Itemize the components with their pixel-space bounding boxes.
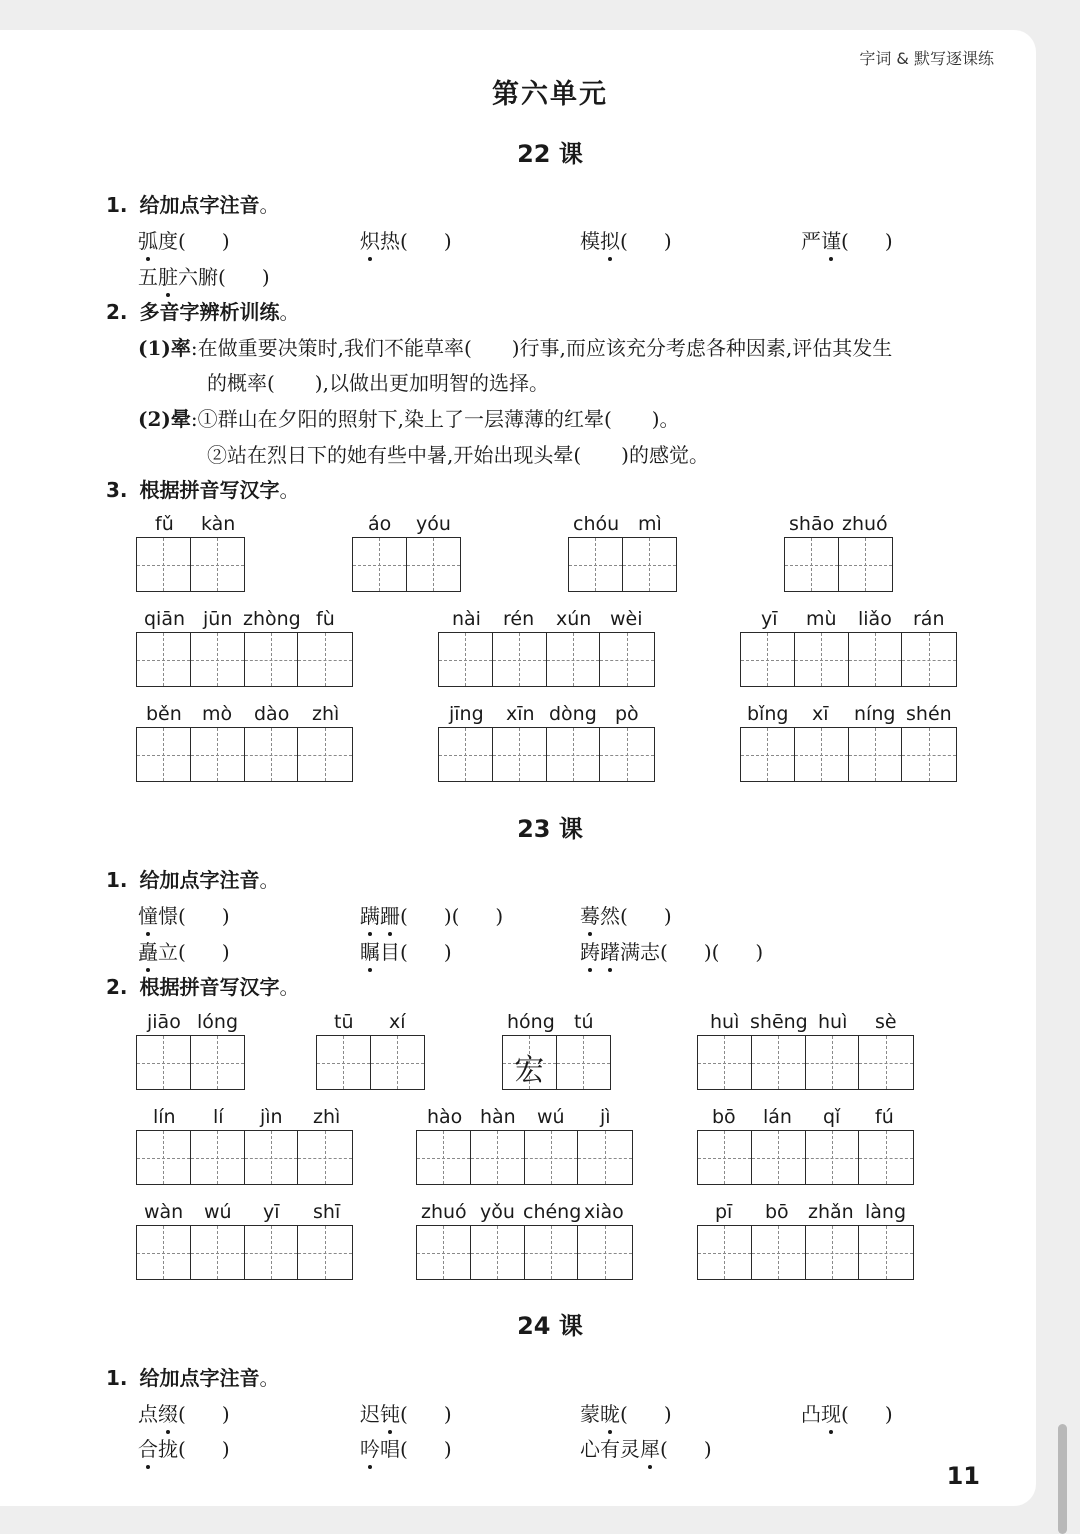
writing-grid[interactable] (136, 632, 353, 687)
pinyin-label: zhuó (842, 513, 888, 535)
l22-q1-item-2: 炽热( ) (360, 225, 452, 254)
writing-grid[interactable] (136, 1225, 353, 1280)
writing-grid[interactable] (316, 1035, 425, 1090)
pinyin-label: chéng (523, 1201, 582, 1223)
pinyin-label: yī (761, 608, 778, 630)
l23-q1-item-4: 矗立( ) (138, 936, 230, 965)
pinyin-label: qǐ (823, 1106, 841, 1128)
pinyin-label: qiān (144, 608, 186, 630)
writing-grid[interactable] (136, 537, 245, 592)
pinyin-label: lóng (197, 1011, 239, 1033)
pinyin-label: áo (368, 513, 392, 535)
l24-q1-item-6: 吟唱( ) (360, 1433, 452, 1462)
pinyin-label: sè (875, 1011, 897, 1033)
l23-q1-item-6: 踌躇满志( )( ) (580, 936, 763, 965)
pinyin-label: mì (638, 513, 662, 535)
l24-q1-item-2: 迟钝( ) (360, 1398, 452, 1427)
pinyin-label: xún (556, 608, 592, 630)
pinyin-label: wú (537, 1106, 565, 1128)
l24-q1-item-3: 蒙昽( ) (580, 1398, 672, 1427)
l23-q1-item-5: 瞩目( ) (360, 936, 452, 965)
lesson-22-title: 22 课 (517, 140, 583, 168)
l23-q1-item-3: 蓦然( ) (580, 900, 672, 929)
l24-q1-item-1: 点缀( ) (138, 1398, 230, 1427)
page-number: 11 (946, 1462, 980, 1490)
writing-grid[interactable] (784, 537, 893, 592)
pinyin-label: fù (316, 608, 335, 630)
pinyin-label: xī (812, 703, 829, 725)
writing-grid[interactable] (697, 1035, 914, 1090)
pinyin-label: jūn (203, 608, 233, 630)
pinyin-label: wèi (610, 608, 643, 630)
pinyin-label: yī (263, 1201, 280, 1223)
pinyin-label: lín (153, 1106, 176, 1128)
writing-grid[interactable] (136, 1130, 353, 1185)
pinyin-label: shēng (750, 1011, 808, 1033)
pinyin-label: làng (865, 1201, 907, 1223)
l22-q2-part1-line1: (1)率:在做重要决策时,我们不能草率( )行事,而应该充分考虑各种因素,评估其发生 (138, 336, 893, 360)
scrollbar-thumb[interactable] (1058, 1424, 1067, 1534)
pinyin-label: yǒu (480, 1201, 515, 1223)
l22-q1-item-3: 模拟( ) (580, 225, 672, 254)
pinyin-label: fú (875, 1106, 894, 1128)
l23-q1-heading: 1. 给加点字注音。 (106, 868, 280, 892)
writing-grid[interactable] (416, 1225, 633, 1280)
pinyin-label: wàn (144, 1201, 184, 1223)
pinyin-label: pò (615, 703, 639, 725)
filled-character: 宏 (514, 1053, 545, 1088)
pinyin-label: pī (715, 1201, 733, 1223)
writing-grid[interactable] (416, 1130, 633, 1185)
pinyin-label: bō (712, 1106, 736, 1128)
l22-q3-heading: 3. 根据拼音写汉字。 (106, 478, 300, 502)
pinyin-label: bǐng (747, 703, 789, 725)
pinyin-label: shī (313, 1201, 341, 1223)
pinyin-label: yóu (416, 513, 451, 535)
pinyin-label: shén (906, 703, 952, 725)
pinyin-label: jìn (260, 1106, 283, 1128)
l22-q2-part1-line2: 的概率( ),以做出更加明智的选择。 (207, 371, 549, 395)
l24-q1-item-7: 心有灵犀( ) (580, 1433, 712, 1462)
l24-q1-item-4: 凸现( ) (801, 1398, 893, 1427)
pinyin-label: huì (710, 1011, 740, 1033)
pinyin-label: dòng (549, 703, 597, 725)
pinyin-label: tū (334, 1011, 354, 1033)
l23-q1-item-2: 蹒跚( )( ) (360, 900, 503, 929)
pinyin-label: nài (452, 608, 481, 630)
pinyin-label: běn (146, 703, 182, 725)
l22-q2-part2-line1: (2)晕:①群山在夕阳的照射下,染上了一层薄薄的红晕( )。 (138, 407, 680, 431)
writing-grid[interactable] (136, 1035, 245, 1090)
writing-grid[interactable] (136, 727, 353, 782)
pinyin-label: tú (574, 1011, 594, 1033)
l23-q1-item-1: 憧憬( ) (138, 900, 230, 929)
writing-grid[interactable] (568, 537, 677, 592)
l22-q1-item-1: 弧度( ) (138, 225, 230, 254)
pinyin-label: zhuó (421, 1201, 467, 1223)
writing-grid[interactable] (438, 632, 655, 687)
pinyin-label: rán (913, 608, 945, 630)
pinyin-label: xīn (506, 703, 535, 725)
pinyin-label: níng (854, 703, 896, 725)
pinyin-label: jì (600, 1106, 611, 1128)
pinyin-label: zhòng (243, 608, 301, 630)
pinyin-label: mù (806, 608, 837, 630)
writing-grid[interactable] (697, 1130, 914, 1185)
writing-grid[interactable] (697, 1225, 914, 1280)
l23-q2-heading: 2. 根据拼音写汉字。 (106, 975, 300, 999)
pinyin-label: zhì (312, 703, 340, 725)
pinyin-label: lí (213, 1106, 224, 1128)
l22-q1-heading: 1. 给加点字注音。 (106, 193, 280, 217)
lesson-23-title: 23 课 (517, 815, 583, 843)
writing-grid[interactable] (438, 727, 655, 782)
l24-q1-heading: 1. 给加点字注音。 (106, 1366, 280, 1390)
pinyin-label: hóng (507, 1011, 555, 1033)
writing-grid[interactable] (740, 727, 957, 782)
pinyin-label: hàn (480, 1106, 516, 1128)
pinyin-label: bō (765, 1201, 789, 1223)
writing-grid[interactable] (352, 537, 461, 592)
l24-q1-item-5: 合拢( ) (138, 1433, 230, 1462)
pinyin-label: liǎo (858, 608, 892, 630)
unit-title: 第六单元 (492, 79, 608, 110)
pinyin-label: fǔ (155, 513, 174, 535)
pinyin-label: dào (254, 703, 290, 725)
pinyin-label: chóu (573, 513, 620, 535)
pinyin-label: zhì (313, 1106, 341, 1128)
writing-grid[interactable] (740, 632, 957, 687)
pinyin-label: zhǎn (808, 1201, 854, 1223)
pinyin-label: xí (389, 1011, 406, 1033)
lesson-24-title: 24 课 (517, 1312, 583, 1340)
pinyin-label: lán (763, 1106, 792, 1128)
pinyin-label: hào (427, 1106, 463, 1128)
pinyin-label: shāo (789, 513, 835, 535)
l22-q1-item-4: 严谨( ) (801, 225, 893, 254)
pinyin-label: rén (503, 608, 535, 630)
writing-grid[interactable] (502, 1035, 611, 1090)
pinyin-label: huì (818, 1011, 848, 1033)
pinyin-label: jiāo (147, 1011, 181, 1033)
pinyin-label: mò (202, 703, 233, 725)
pinyin-label: xiào (584, 1201, 624, 1223)
l22-q2-heading: 2. 多音字辨析训练。 (106, 300, 300, 324)
pinyin-label: wú (204, 1201, 232, 1223)
page-header: 字词 & 默写逐课练 (859, 49, 994, 68)
pinyin-label: jīng (449, 703, 484, 725)
l22-q2-part2-line2: ②站在烈日下的她有些中暑,开始出现头晕( )的感觉。 (207, 443, 709, 467)
l22-q1-item-5: 五脏六腑( ) (138, 261, 270, 290)
pinyin-label: kàn (201, 513, 236, 535)
